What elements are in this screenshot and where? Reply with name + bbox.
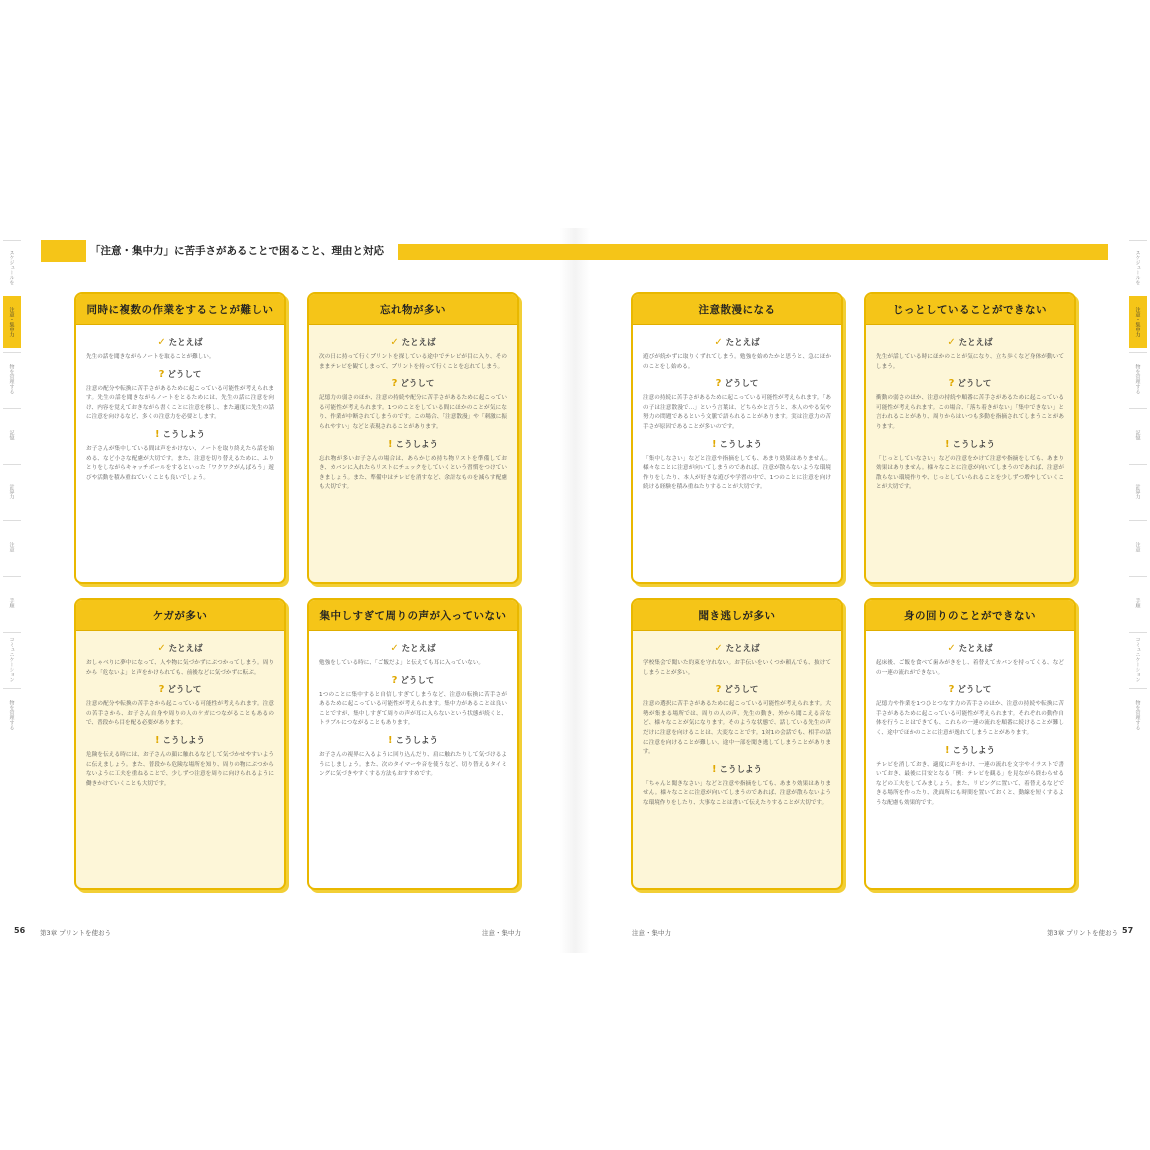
side-index-right [1126,240,1150,760]
reason-text: 衝動の弱さのほか、注意の持続や順番に苦手さがあるために起こっている可能性が考えられます。この場合、「落ち着きがない」「集中できない」と言われることがあり、周りからはいつも多動を指摘されてしまうことがあります。 [876,395,1064,430]
example-text: おしゃべりに夢中になって、人や物に気づかずにぶつかってしまう。周りから「危ないよ」と声をかけられても、前後などに気づかずに転ぶ。 [86,660,274,676]
example-label [876,642,1064,654]
solution-label-text: こうしよう [952,745,996,756]
card-body [76,325,284,491]
side-index-tab: コミュニケーション [3,632,21,685]
info-card [307,292,519,584]
info-card [74,598,286,890]
info-card [864,598,1076,890]
solution-label [643,438,831,450]
side-index-tab: 計算力 [3,464,21,517]
card-body [866,631,1074,817]
example-text: 勉強をしている時に、「ご飯だよ」と伝えても耳に入っていない。 [319,660,485,666]
section-label-right: 注意・集中力 [632,929,671,937]
solution-label [876,438,1064,450]
example-text: 起床後、ご飯を食べて歯みがきをし、着替えてカバンを持ってくる、などの一連の流れができない。 [876,660,1064,676]
page-number-right: 57 [1122,926,1134,935]
card-title: じっとしていることができない [866,294,1074,325]
check-mark-icon: ✓ [390,337,399,348]
side-index-tab: 注意 [1129,520,1147,573]
page-number-left: 56 [14,926,26,935]
reason-text: 注意の持続に苦手さがあるために起こっている可能性が考えられます。「あの子は注意散漫で…」という言葉は、どちらかと言うと、本人のやる気や努力の問題であるという文脈で語られることがあります。実は注意力の苦手さが原因であることが多いのです。 [643,395,831,430]
example-label [86,336,274,348]
lightbulb-icon: ! [711,438,717,450]
card-title: 聞き逃しが多い [633,600,841,631]
solution-label-text: こうしよう [162,735,206,746]
example-label [319,642,507,654]
example-label-text: たとえば [168,644,203,654]
solution-label [86,734,274,746]
example-text: 先生の話を聞きながらノートを取ることが難しい。 [86,354,215,360]
reason-label [319,674,507,686]
side-index-tab: 物を管理する [1129,352,1147,405]
question-mark-icon: ? [948,378,955,390]
lightbulb-icon: ! [387,438,393,450]
reason-label [643,377,831,389]
side-index-tab: 計算力 [1129,464,1147,517]
question-mark-icon: ? [715,378,722,390]
reason-label-text: どうして [724,685,759,696]
card-title: ケガが多い [76,600,284,631]
lightbulb-icon: ! [387,734,393,746]
example-label-text: たとえば [168,338,203,348]
reason-label-text: どうして [400,675,435,686]
example-label [643,642,831,654]
reason-text: 注意の配分や転換に苦手さがあるために起こっている可能性が考えられます。先生の話を聞きながらノートをとるためには、先生の話に注意を向け、内容を覚えておきながら書くことに注意を移し、また適度に先生の話に注意を向けるなど、多くの注意力を必要とします。 [86,385,274,421]
card-body [309,325,517,501]
side-index-tab: 注意・集中力 [3,296,21,348]
side-index-tab: コミュニケーション [1129,632,1147,685]
check-mark-icon: ✓ [947,643,956,654]
solution-text: 「集中しなさい」などと注意や指摘をしても、あまり効果はありません。様々なことに注意が向いてしまうのであれば、注意が散らないような環境作りをしたり、本人が好きな遊びや学習の中で、1つのことに注意を向け続ける経験を積み重ねたりすることが大切です。 [643,455,831,491]
side-index-tab: 注意・集中力 [1129,296,1147,348]
card-title: 身の回りのことができない [866,600,1074,631]
example-label-text: たとえば [958,644,993,654]
reason-label-text: どうして [724,379,759,390]
heading-accent-chip [41,240,86,262]
reason-label [86,368,274,380]
chapter-label-left: 第3章 プリントを使おう [40,929,111,937]
solution-label-text: こうしよう [719,439,763,450]
reason-label-text: どうして [167,685,202,696]
solution-label-text: こうしよう [162,429,206,440]
solution-text: 危険を伝える時には、お子さんの顔に触れるなどして気づかせやすいように伝えましょう。また、普段から危険な場所を知り、周りの物にぶつからないように工夫を重ねることで、少しずつ注意を周りに向けられるように働きかけていくことも大切です。 [86,751,274,787]
example-label [86,642,274,654]
card-body [866,325,1074,501]
check-mark-icon: ✓ [157,337,166,348]
chapter-label-right: 第3章 プリントを使おう [1047,929,1118,937]
example-text: 学校集会で聞いた約束を守れない。お手伝いをいくつか頼んでも、抜けてしまうことが多い。 [643,660,831,676]
reason-label-text: どうして [957,685,992,696]
side-index-tab: 記憶 [1129,408,1147,461]
solution-label [86,428,274,440]
lightbulb-icon: ! [154,734,160,746]
side-index-tab: スケジュールを [1129,240,1147,293]
reason-label [876,683,1064,695]
side-index-left [0,240,24,760]
card-body [309,631,517,788]
reason-label [643,683,831,695]
page-title: 「注意・集中力」に苦手さがあることで困ること、理由と対応 [90,245,384,257]
question-mark-icon: ? [158,368,165,380]
check-mark-icon: ✓ [390,643,399,654]
example-label-text: たとえば [401,644,436,654]
side-index-tab: 手順 [1129,576,1147,629]
info-card [631,598,843,890]
question-mark-icon: ? [391,674,398,686]
info-card [74,292,286,584]
example-text: 遊びが続かずに取りくずれてしまう。勉強を始めたかと思うと、急にほかのことをし始める。 [643,354,831,370]
question-mark-icon: ? [948,684,955,696]
reason-label [876,377,1064,389]
reason-label [86,683,274,695]
solution-label-text: こうしよう [395,439,439,450]
check-mark-icon: ✓ [157,643,166,654]
question-mark-icon: ? [391,378,398,390]
side-index-tab: 物を管理する [3,352,21,405]
check-mark-icon: ✓ [947,337,956,348]
question-mark-icon: ? [715,684,722,696]
card-title: 注意散漫になる [633,294,841,325]
solution-label-text: こうしよう [395,735,439,746]
solution-text: 「じっとしていなさい」などの注意をかけて注意や指摘をしても、あまり効果はありません。様々なことに注意が向いてしまうのであれば、注意が散らない環境作りや、じっとしていられることを少しずつ増やしていくことが大切です。 [876,455,1064,491]
solution-label-text: こうしよう [952,439,996,450]
card-body [633,631,841,817]
side-index-tab: 手順 [3,576,21,629]
solution-text: お子さんの視界に入るように回り込んだり、肩に触れたりして気づけるようにしましょう。また、次のタイマーや音を使うなど、切り替えるタイミングに気づきやすくする方法もおすすめです。 [319,751,507,778]
side-index-tab: 物を管理する [1129,688,1147,741]
side-index-tab: 物を管理する [3,688,21,741]
reason-text: 注意の配分や転換の苦手さから起こっている可能性が考えられます。注意の苦手さから、お子さん自身や周りの人のケガにつながることもあるので、普段から目を配る必要があります。 [86,701,274,727]
info-card [864,292,1076,584]
reason-label-text: どうして [400,379,435,390]
lightbulb-icon: ! [711,763,717,775]
check-mark-icon: ✓ [714,643,723,654]
solution-label [876,744,1064,756]
solution-text: 忘れ物が多いお子さんの場合は、あらかじめ持ち物リストを準備しておき、カバンに入れたらリストにチェックをしていくという習慣をつけていきましょう。また、準備中はテレビを消すなど、余計なものを減らす配慮も大切です。 [319,455,507,491]
card-title: 同時に複数の作業をすることが難しい [76,294,284,325]
reason-text: 注意の選択に苦手さがあるために起こっている可能性が考えられます。大勢が集まる場所では、周りの人の声、先生の動き、外から聞こえる音など、様々なことが気になります。そのような状態で、話している先生の声だけに注意を向けることは、大変なことです。1対1の会話でも、相手の話に注意を向けることが難しい、途中一部を聞き逃してしまうことがあります。 [643,701,831,756]
solution-label [643,763,831,775]
info-card [631,292,843,584]
check-mark-icon: ✓ [714,337,723,348]
example-label-text: たとえば [725,644,760,654]
example-label-text: たとえば [725,338,760,348]
solution-label-text: こうしよう [719,764,763,775]
reason-text: 記憶力の弱さのほか、注意の持続や配分に苦手さがあるために起こっている可能性が考えられます。1つのことをしている間にほかのことが気になり、作業が中断されてしまうのです。この場合、「注意散漫」や「刺激に振られやすい」などと表現されることがあります。 [319,395,507,430]
side-index-tab: スケジュールを [3,240,21,293]
book-gutter [560,228,590,953]
solution-label [319,734,507,746]
card-body [633,325,841,501]
example-label [876,336,1064,348]
side-index-tab: 記憶 [3,408,21,461]
card-title: 忘れ物が多い [309,294,517,325]
question-mark-icon: ? [158,684,165,696]
reason-text: 1つのことに集中すると自信しすぎてしまうなど、注意の転換に苦手さがあるために起こっている可能性が考えられます。集中力があることは良いことですが、集中しすぎて周りの声が耳に入らないという状態が続くと、トラブルにつながることもあります。 [319,691,507,727]
lightbulb-icon: ! [944,744,950,756]
example-label-text: たとえば [958,338,993,348]
reason-label [319,377,507,389]
card-body [76,631,284,797]
example-text: 先生が話している時にほかのことが気になり、立ち歩くなど身体が動いてしまう。 [876,354,1064,370]
solution-text: お子さんが集中している間は声をかけない、ノートを取り終えたら話を始める、など小さな配慮が大切です。また、注意を切り替えるために、ふりとりをしながらキャッチボールをするといった「ワクワクがんばろう」遊びや活動を積み重ねていくことも良いでしょう。 [86,445,274,481]
example-label [643,336,831,348]
reason-label-text: どうして [957,379,992,390]
info-card [307,598,519,890]
solution-text: 「ちゃんと聞きなさい」などと注意や指摘をしても、あまり効果はありません。様々なことに注意が向いてしまうのであれば、注意が散らないような環境作りをしたり、大事なことは書いて伝えたりすることが大切です。 [643,780,831,806]
section-label-left: 注意・集中力 [482,929,521,937]
solution-label [319,438,507,450]
reason-label-text: どうして [167,369,202,380]
example-text: 次の日に持って行くプリントを探している途中でテレビが目に入り、そのままテレビを観てしまって、プリントを持って行くことを忘れてしまう。 [319,354,507,370]
lightbulb-icon: ! [944,438,950,450]
lightbulb-icon: ! [154,428,160,440]
heading-accent-bar [398,244,1108,260]
reason-text: 記憶力や作業を1つひとつなす力の苦手さのほか、注意の持続や転換に苦手さがあるために起こっている可能性が考えられます。それぞれの動作自体を行うことはできても、これらの一連の流れを順番に続けることが難しく、途中でほかのことに注意が逸れてしまうことがあります。 [876,701,1064,736]
example-label-text: たとえば [401,338,436,348]
example-label [319,336,507,348]
card-title: 集中しすぎて周りの声が入っていない [309,600,517,631]
side-index-tab: 注意 [3,520,21,573]
solution-text: テレビを消しておき、適度に声をかけ、一連の流れを文字やイラストで書いておき、最後に目安となる「例：テレビを観る」を見ながら終わらせるなどの工夫をしてみましょう。また、リビングに置いて、着替えるなどできる場所を作ったり、洗面所にも時間を置いておくと、動線を短くするような配慮も効果的です。 [876,761,1064,806]
